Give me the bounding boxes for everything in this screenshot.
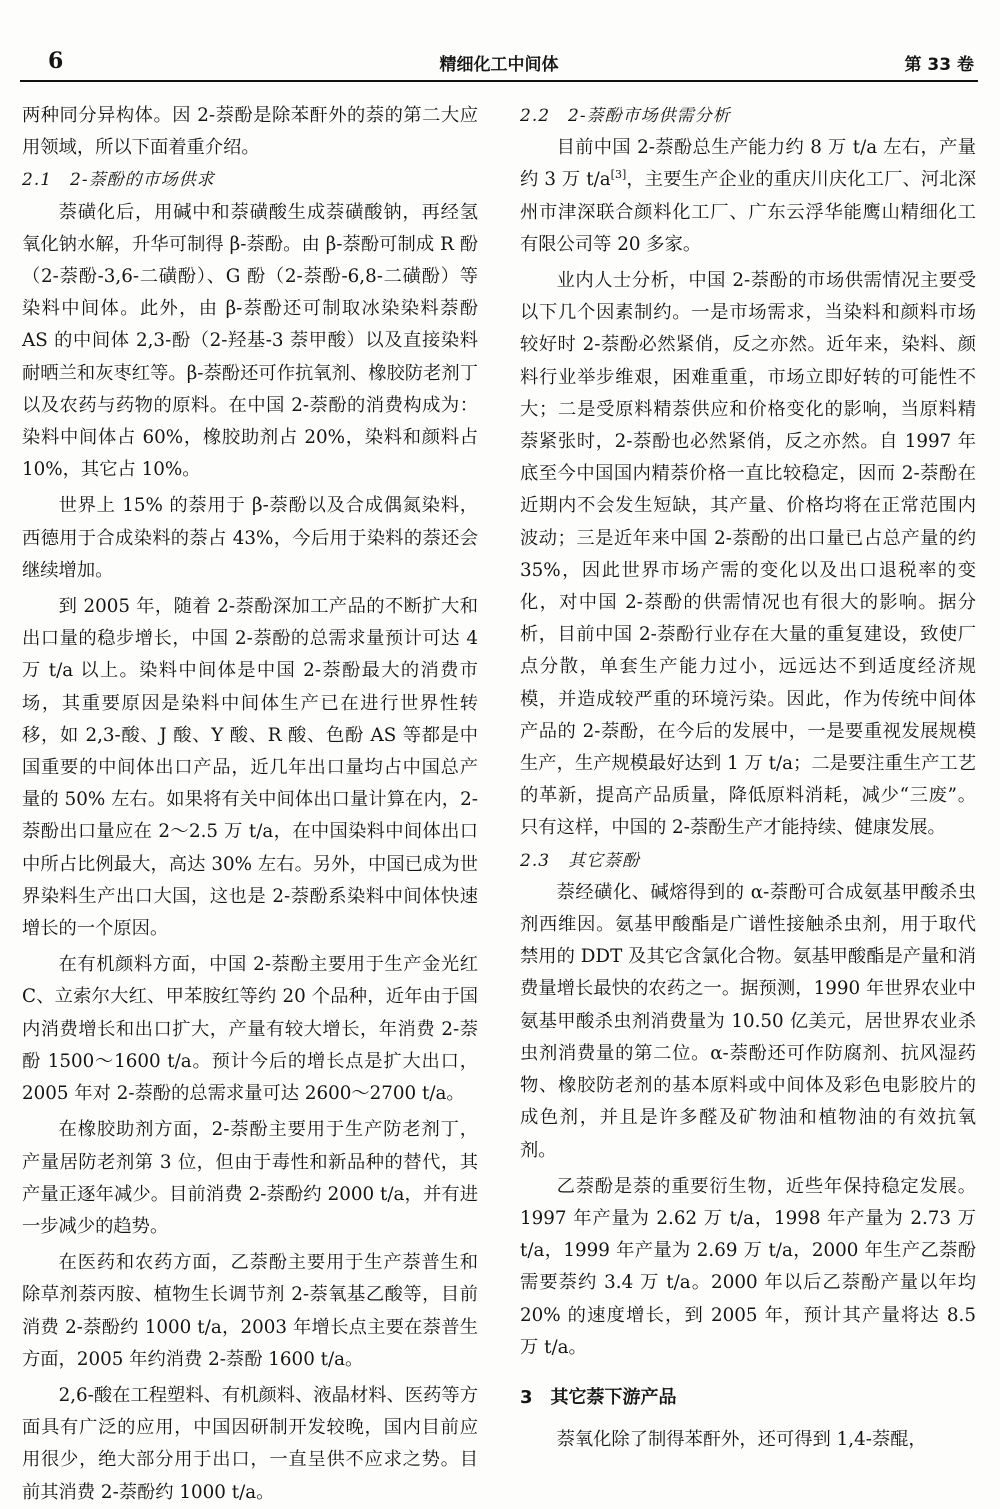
page-number: 6: [48, 48, 64, 74]
paragraph: 萘磺化后，用碱中和萘磺酸生成萘磺酸钠，再经氢氧化钠水解，升华可制得 β-萘酚。由 β-萘酚可制成 R 酚（2-萘酚-3,6-二磺酚）、G 酚（2-萘酚-6,8-二磺酚）等染料中间体。此外，由 β-萘酚还可制取冰染染料萘酚 AS 的中间体 2,3-酚（2-羟基-3 萘甲酸）以及直接染料耐晒兰和灰枣红等。β-萘酚还可作抗氧剂、橡胶防老剂丁以及农药与药物的原料。在中国 2-萘酚的消费构成为：染料中间体占 60%，橡胶助剂占 20%，染料和颜料占 10%，其它占 10%。: [22, 201, 478, 481]
right-column: [520, 100, 976, 1456]
left-column: [22, 100, 478, 1509]
section-heading-2-1: 2.1 2-萘酚的市场供求: [22, 170, 215, 191]
paragraph: 在医药和农药方面，乙萘酚主要用于生产萘普生和除草剂萘丙胺、植物生长调节剂 2-萘氧基乙酸等，目前消费 2-萘酚约 1000 t/a，2003 年增长点主要在萘普生方面，2005 年约消费 2-萘酚 1600 t/a。: [22, 1252, 478, 1370]
paragraph: 世界上 15% 的萘用于 β-萘酚以及合成偶氮染料，西德用于合成染料的萘占 43%，今后用于染料的萘还会继续增加。: [22, 495, 478, 581]
section-heading-3: 3 其它萘下游产品: [520, 1386, 677, 1408]
paragraph-text: 目前中国 2-萘酚总生产能力约 8 万 t/a 左右，产量约 3 万 t/a: [520, 137, 976, 191]
paragraph: 2,6-酸在工程塑料、有机颜料、液晶材料、医药等方面具有广泛的应用，中国因研制开发较晚，国内目前应用很少，绝大部分用于出口，一直呈供不应求之势。目前其消费 2-萘酚约 1000 t/a。: [22, 1384, 478, 1503]
paragraph: 萘经磺化、碱熔得到的 α-萘酚可合成氨基甲酸杀虫剂西维因。氨基甲酸酯是广谱性接触杀虫剂，用于取代禁用的 DDT 及其它含氯化合物。氨基甲酸酯是产量和消费量增长最快的农药之一。据预测，1990 年世界农业中氨基甲酸杀虫剂消费量为 10.50 亿美元，居世界农业杀虫剂消费量的第二位。α-萘酚还可作防腐剂、抗风湿药物、橡胶防老剂的基本原料或中间体及彩色电影胶片的成色剂，并且是许多醛及矿物油和植物油的有效抗氧剂。: [520, 881, 976, 1161]
paragraph: 两种同分异构体。因 2-萘酚是除苯酐外的萘的第二大应用领域，所以下面着重介绍。: [22, 105, 478, 159]
paragraph-text: ，主要生产企业的重庆川庆化工厂、河北深州市津深联合颜料化工厂、广东云浮华能鹰山精细化工有限公司等 20 多家。: [520, 169, 976, 255]
paragraph: 到 2005 年，随着 2-萘酚深加工产品的不断扩大和出口量的稳步增长，中国 2-萘酚的总需求量预计可达 4 万 t/a 以上。染料中间体是中国 2-萘酚最大的消费市场，其重要原因是染料中间体生产已在进行世界性转移，如 2,3-酸、J 酸、Y 酸、R 酸、色酚 AS 等都是中国重要的中间体出口产品，近几年出口量均占中国总产量的 50% 左右。如果将有关中间体出口量计算在内，2-萘酚出口量应在 2～2.5 万 t/a，在中国染料中间体出口中所占比例最大，高达 30% 左右。另外，中国已成为世界染料生产出口大国，这也是 2-萘酚系染料中间体快速增长的一个原因。: [22, 596, 478, 940]
running-header: [20, 44, 978, 82]
paragraph: 萘氧化除了制得苯酐外，还可得到 1,4-萘醌，: [556, 1428, 927, 1450]
section-heading-2-3: 2.3 其它萘酚: [520, 850, 641, 871]
journal-title: 精细化工中间体: [439, 55, 559, 75]
paragraph: 在有机颜料方面，中国 2-萘酚主要用于生产金光红 C、立索尔大红、甲苯胺红等约 20 个品种，近年由于国内消费增长和出口扩大，产量有较大增长，年消费 2-萘酚 1500～1600 t/a。预计今后的增长点是扩大出口，2005 年对 2-萘酚的总需求量可达 2600～2700 t/a。: [22, 954, 478, 1105]
section-heading-2-2: 2.2 2-萘酚市场供需分析: [520, 106, 731, 126]
paragraph: 业内人士分析，中国 2-萘酚的市场供需情况主要受以下几个因素制约。一是市场需求，当染料和颜料市场较好时 2-萘酚必然紧俏，反之亦然。近年来，染料、颜料行业举步维艰，困难重重，市场立即好转的可能性不大；二是受原料精萘供应和价格变化的影响，当原料精萘紧张时，2-萘酚也必然紧俏，反之亦然。自 1997 年底至今中国国内精萘价格一直比较稳定，因而 2-萘酚在近期内不会发生短缺，其产量、价格均将在正常范围内波动；三是近年来中国 2-萘酚的出口量已占总产量的约 35%，因此世界市场产需的变化以及出口退税率的变化，对中国 2-萘酚的供需情况也有很大的影响。据分析，目前中国 2-萘酚行业存在大量的重复建设，致使厂点分散，单套生产能力过小，远远达不到适度经济规模，并造成较严重的环境污染。因此，作为传统中间体产品的 2-萘酚，在今后的发展中，一是要重视发展规模生产，生产规模最好达到 1 万 t/a；二是要注重生产工艺的革新，提高产品质量，降低原料消耗，减少“三废”。只有这样，中国的 2-萘酚生产才能持续、健康发展。: [520, 270, 976, 839]
volume-label: 第 33 卷: [904, 55, 974, 75]
paragraph: 乙萘酚是萘的重要衍生物，近些年保持稳定发展。1997 年产量为 2.62 万 t/a，1998 年产量为 2.73 万 t/a，1999 年产量为 2.69 万 t/a，2000 年生产乙萘酚需要萘约 3.4 万 t/a。2000 年以后乙萘酚产量以年均 20% 的速度增长，到 2005 年，预计其产量将达 8.5 万 t/a。: [520, 1175, 976, 1358]
citation-ref: [3]: [610, 168, 627, 182]
paragraph: 在橡胶助剂方面，2-萘酚主要用于生产防老剂丁，产量居防老剂第 3 位，但由于毒性和新品种的替代，其产量正逐年减少。目前消费 2-萘酚约 2000 t/a，并有进一步减少的趋势。: [22, 1119, 478, 1237]
paragraph: [520, 132, 976, 261]
